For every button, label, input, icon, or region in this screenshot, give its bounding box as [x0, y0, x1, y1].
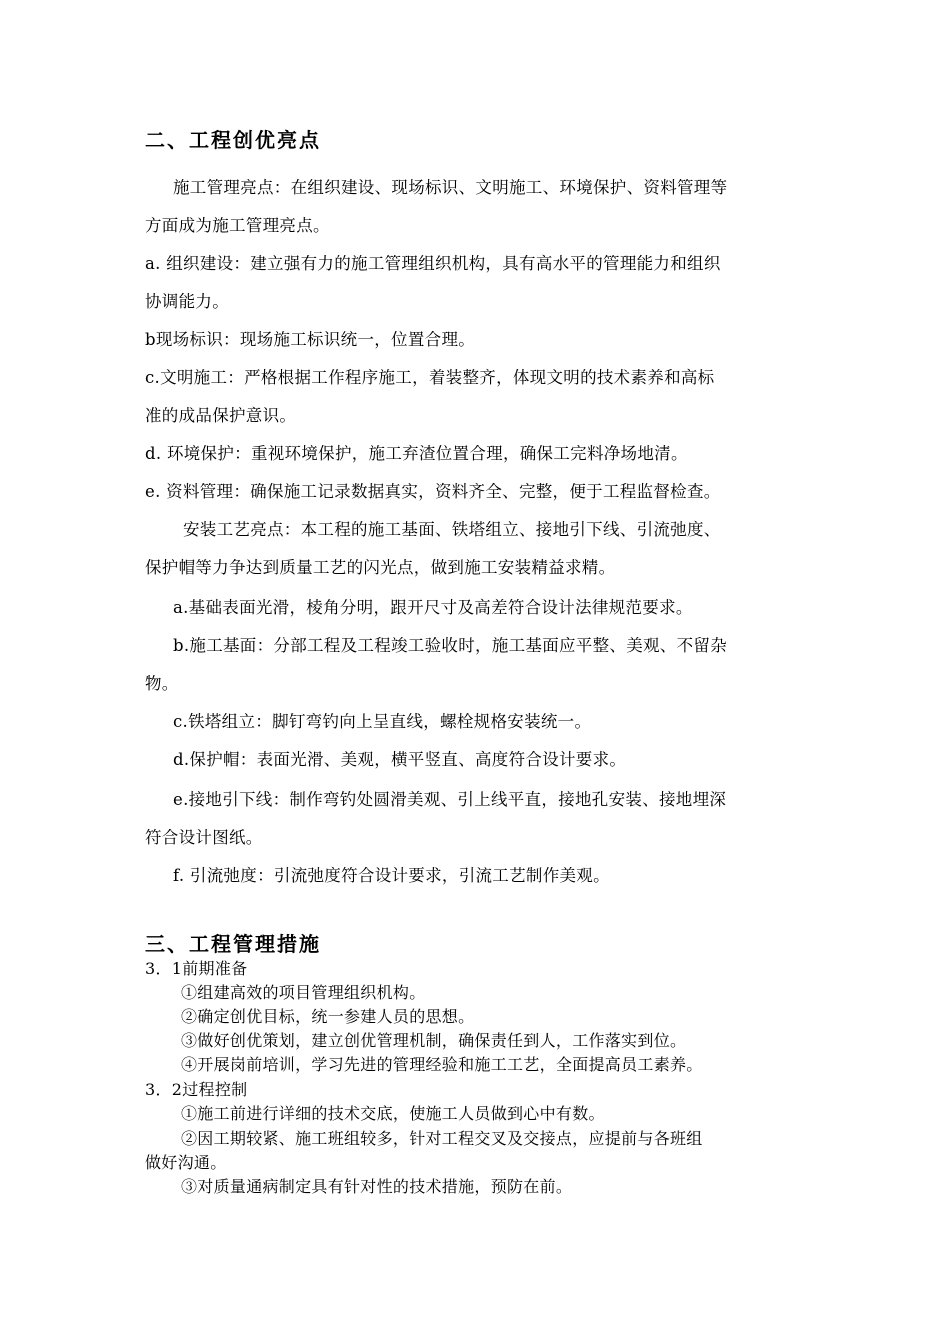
paragraph-line: c.文明施工：严格根据工作程序施工，着装整齐，体现文明的技术素养和高标	[145, 368, 715, 387]
paragraph-line: a. 组织建设：建立强有力的施工管理组织机构，具有高水平的管理能力和组织	[145, 254, 721, 273]
paragraph-line: f. 引流弛度：引流弛度符合设计要求，引流工艺制作美观。	[173, 866, 610, 885]
paragraph-line: 施工管理亮点：在组织建设、现场标识、文明施工、环境保护、资料管理等	[173, 178, 728, 197]
paragraph-line: c.铁塔组立：脚钉弯钓向上呈直线，螺栓规格安装统一。	[173, 712, 592, 731]
paragraph-line: 协调能力。	[145, 292, 229, 311]
paragraph-line: a.基础表面光滑，棱角分明，跟开尺寸及高差符合设计法律规范要求。	[173, 598, 693, 617]
section-heading-2: 二、工程创优亮点	[145, 128, 321, 152]
list-item: 做好沟通。	[145, 1153, 227, 1172]
list-item: ③对质量通病制定具有针对性的技术措施，预防在前。	[181, 1177, 573, 1196]
paragraph-line: 物。	[145, 674, 179, 693]
section-heading-3: 三、工程管理措施	[145, 932, 321, 956]
paragraph-line: 符合设计图纸。	[145, 828, 263, 847]
list-item: ③做好创优策划，建立创优管理机制，确保责任到人，工作落实到位。	[181, 1031, 687, 1050]
paragraph-line: d.保护帽：表面光滑、美观，横平竖直、高度符合设计要求。	[173, 750, 627, 769]
subsection-title: 3．1前期准备	[145, 959, 248, 978]
paragraph-line: 准的成品保护意识。	[145, 406, 297, 425]
list-item: ④开展岗前培训，学习先进的管理经验和施工工艺，全面提高员工素养。	[181, 1055, 703, 1074]
paragraph-line: 方面成为施工管理亮点。	[145, 216, 330, 235]
paragraph-line: 安装工艺亮点：本工程的施工基面、铁塔组立、接地引下线、引流弛度、	[183, 520, 721, 539]
list-item: ①施工前进行详细的技术交底，使施工人员做到心中有数。	[181, 1104, 605, 1123]
paragraph-line: b现场标识：现场施工标识统一，位置合理。	[145, 330, 476, 349]
paragraph-line: b.施工基面：分部工程及工程竣工验收时，施工基面应平整、美观、不留杂	[173, 636, 728, 655]
list-item: ②因工期较紧、施工班组较多，针对工程交叉及交接点，应提前与各班组	[181, 1129, 703, 1148]
subsection-title: 3．2过程控制	[145, 1080, 248, 1099]
list-item: ②确定创优目标，统一参建人员的思想。	[181, 1007, 475, 1026]
paragraph-line: d. 环境保护：重视环境保护，施工弃渣位置合理，确保工完料净场地清。	[145, 444, 688, 463]
paragraph-line: e. 资料管理：确保施工记录数据真实，资料齐全、完整，便于工程监督检查。	[145, 482, 721, 501]
paragraph-line: e.接地引下线：制作弯钓处圆滑美观、引上线平直，接地孔安装、接地埋深	[173, 790, 727, 809]
list-item: ①组建高效的项目管理组织机构。	[181, 983, 426, 1002]
paragraph-line: 保护帽等力争达到质量工艺的闪光点，做到施工安装精益求精。	[145, 558, 616, 577]
